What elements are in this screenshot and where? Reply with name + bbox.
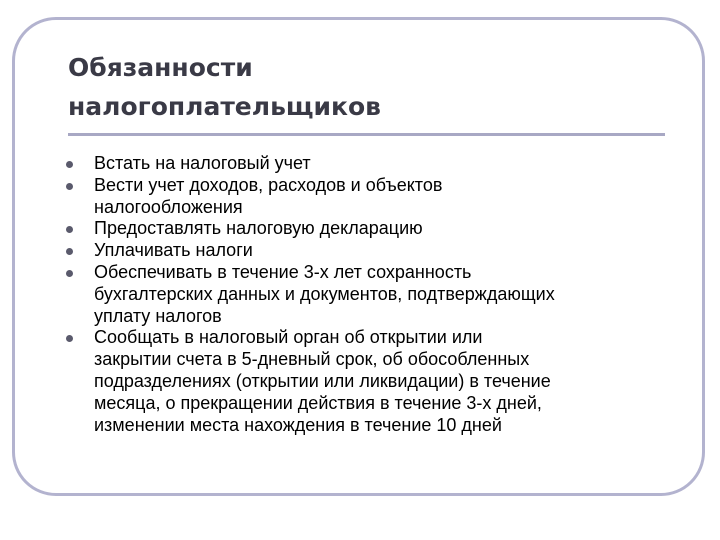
bullet-text-line: закрытии счета в 5-дневный срок, об обособленных: [94, 349, 530, 370]
bullet-text-line: уплату налогов: [94, 305, 222, 326]
bullet-text-line: Встать на налоговый учет: [94, 153, 311, 173]
bullet-dot-icon: [66, 270, 73, 277]
slide-title-line-1: Обязанности: [68, 53, 253, 82]
bullet-text-line: Предоставлять налоговую декларацию: [94, 218, 423, 239]
bullet-text-line: бухгалтерских данных и документов, подтверждающих: [94, 283, 555, 304]
bullet-dot-icon: [66, 161, 73, 168]
bullet-item: [66, 262, 666, 327]
bullet-dot-icon: [66, 335, 73, 342]
bullet-item: [66, 218, 666, 240]
bullet-dot-icon: [66, 248, 73, 255]
bullet-item: [66, 175, 666, 219]
bullet-text-line: Вести учет доходов, расходов и объектов: [94, 174, 443, 195]
bullet-text-line: Сообщать в налоговый орган об открытии или: [94, 327, 483, 348]
bullet-item: [66, 153, 666, 175]
bullet-text-line: месяца, о прекращении действия в течение 3-х дней,: [94, 392, 542, 413]
slide-title-line-2: налогоплательщиков: [68, 92, 382, 121]
bullet-text-line: подразделениях (открытии или ликвидации) в течение: [94, 370, 551, 391]
bullet-item: [66, 327, 666, 436]
bullet-text-line: налогообложения: [94, 196, 243, 217]
bullet-dot-icon: [66, 226, 73, 233]
title-divider: [68, 133, 665, 136]
bullet-item: [66, 240, 666, 262]
slide-title: [68, 48, 381, 126]
bullet-text-line: Обеспечивать в течение 3-х лет сохранность: [94, 261, 472, 282]
bullet-dot-icon: [66, 183, 73, 190]
bullet-text-line: изменении места нахождения в течение 10 дней: [94, 414, 502, 435]
bullet-text-line: Уплачивать налоги: [94, 240, 253, 261]
bullet-list: [66, 153, 666, 436]
